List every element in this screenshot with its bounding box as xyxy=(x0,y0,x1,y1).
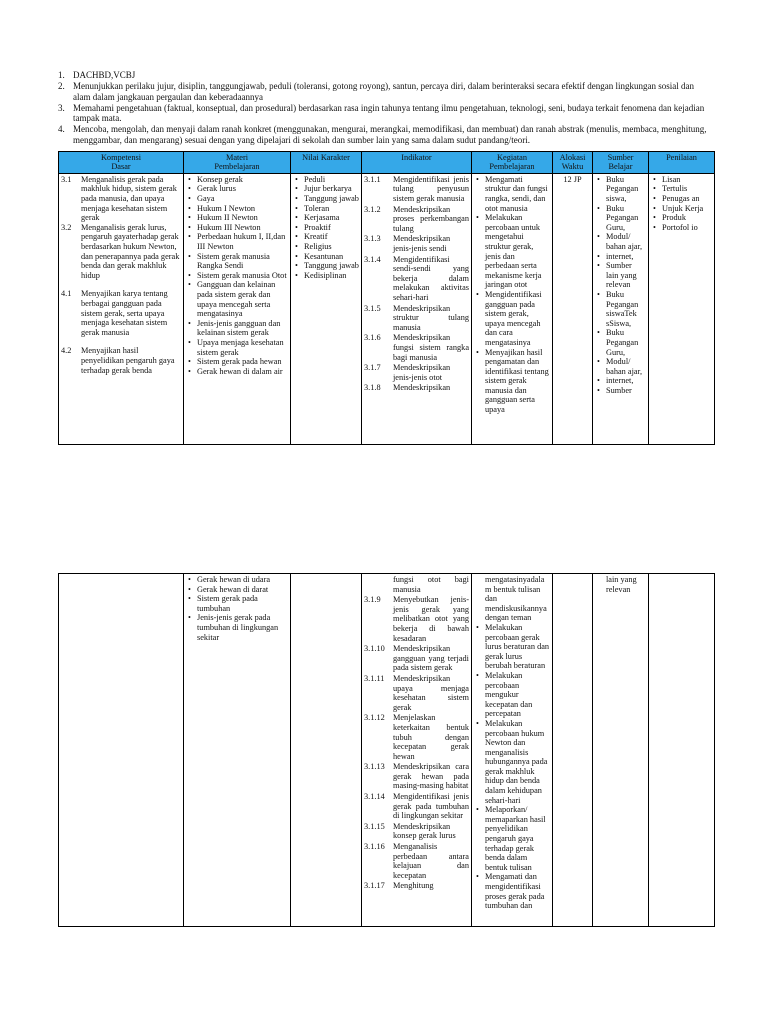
list-item: • Gangguan dan kelainan pada sistem gerak dan upaya mencegah serta mengatasinya xyxy=(197,280,288,318)
sumber-belajar-cell xyxy=(593,574,649,927)
header-alokasi-waktu: Alokasi Waktu xyxy=(553,152,593,174)
table-row xyxy=(59,173,715,444)
indikator-item: 3.1.9 Menyebutkan jenis-jenis gerak yang melibatkan otot yang bekerja di bawah kesadaran xyxy=(364,595,469,643)
syllabus-table-part-1 xyxy=(58,151,715,445)
list-item: • Melakukan percobaan mengukur kecepatan dan percepatan xyxy=(485,671,550,719)
indikator-item: 3.1.6 Mendeskripsikan fungsi sistem rangka bagi manusia xyxy=(364,333,469,362)
table-row xyxy=(59,574,715,927)
list-item: • Modul/ bahan ajar, xyxy=(606,357,646,376)
list-item: 3. Memahami pengetahuan (faktual, konseptual, dan prosedural) berdasarkan rasa ingin tahunya tentang ilmu pengetahuan, teknologi, seni, budaya terkait fenomena dan kejadian tampak mata. xyxy=(58,102,705,124)
header-materi: Materi Pembelajaran xyxy=(184,152,291,174)
indikator-item: 3.1.12 Menjelaskan keterkaitan bentuk tubuh dengan kecepatan gerak hewan xyxy=(364,713,469,761)
list-item: • Peduli xyxy=(304,175,359,185)
list-item: • Upaya menjaga kesehatan sistem gerak xyxy=(197,338,288,357)
list-item: • Hukum III Newton xyxy=(197,223,288,233)
alokasi-waktu-cell: 12 JP xyxy=(553,173,593,444)
indikator-item: 3.1.7 Mendeskripsikan jenis-jenis otot xyxy=(364,363,451,382)
list-item: • Sumber xyxy=(606,386,646,396)
kompetensi-dasar-cell xyxy=(59,173,184,444)
list-item: • Buku Pegangan Guru, xyxy=(606,328,646,357)
header-sumber-belajar: Sumber Belajar xyxy=(593,152,649,174)
indikator-item: 3.1.3 Mendeskripsikan jenis-jenis sendi xyxy=(364,234,451,253)
header-indikator: Indikator xyxy=(362,152,472,174)
list-item: • Menyajikan hasil pengamatan dan identifikasi tentang sistem gerak manusia dan gangguan serta upaya xyxy=(485,348,550,415)
list-item: • Gerak hewan di dalam air xyxy=(197,367,288,377)
list-item: • Melakukan percobaan untuk mengetahui struktur gerak, jenis dan perbedaan serta mekanisme kerja jaringan otot xyxy=(485,213,550,290)
kd-item: 4.2 Menyajikan hasil penyelidikan pengaruh gaya terhadap gerak benda xyxy=(61,346,175,375)
header-kegiatan: Kegiatan Pembelajaran xyxy=(472,152,553,174)
list-item: 2. Menunjukkan perilaku jujur, disiplin, tanggungjawab, peduli (toleransi, gotong royong), santun, percaya diri, dalam berinteraksi secara efektif dengan lingkungan sosial dan alam dalam jangkauan pergaulan dan keberadaannya xyxy=(58,81,694,102)
list-item: • Jenis-jenis gerak pada tumbuhan di lingkungan sekitar xyxy=(197,613,288,642)
list-item: • Kreatif xyxy=(304,232,359,242)
indikator-cell xyxy=(362,173,472,444)
indikator-item: 3.1.4 Mengidentifikasi sendi-sendi yang bekerja dalam melakukan aktivitas sehari-hari xyxy=(364,254,469,302)
list-item: • Sistem gerak manusia Rangka Sendi xyxy=(197,252,288,271)
indikator-item: 3.1.2 Mendeskripsikan proses perkembangan tulang xyxy=(364,204,469,233)
list-item: • Penugas an xyxy=(662,194,712,204)
list-item: • Melakukan percobaan hukum Newton dan menganalisis hubungannya pada gerak makhluk hidup dan benda dalam kehidupan sehari-hari xyxy=(485,719,550,805)
nilai-karakter-cell xyxy=(291,574,362,927)
indikator-item: 3.1.8 Mendeskripsikan xyxy=(364,383,451,393)
list-item: • Religius xyxy=(304,242,359,252)
list-item: • Jenis-jenis gangguan dan kelainan sistem gerak xyxy=(197,319,288,338)
indikator-item: 3.1.17 Menghitung xyxy=(364,881,434,891)
list-item: • Modul/ bahan ajar, xyxy=(606,232,646,251)
list-item: • Hukum I Newton xyxy=(197,204,288,214)
list-item: • Gaya xyxy=(197,194,288,204)
penilaian-cell xyxy=(649,173,715,444)
kd-item: 3.1 Menganalisis gerak pada makhluk hidup, sistem gerak pada manusia, dan upaya menjaga kesehatan sistem gerak xyxy=(61,174,177,223)
alokasi-waktu-cell xyxy=(553,574,593,927)
list-item: • Buku Pegangan siswaTek sSiswa, xyxy=(606,290,646,328)
list-item: • Gerak hewan di darat xyxy=(197,585,288,595)
header-kompetensi-dasar: Kompetensi Dasar xyxy=(59,152,184,174)
materi-cell xyxy=(184,574,291,927)
list-item: • Sistem gerak manusia Otot xyxy=(197,271,288,281)
list-item: • Tertulis xyxy=(662,184,712,194)
list-item: • Buku Pegangan siswa, xyxy=(606,175,646,204)
table-header-row xyxy=(59,152,715,174)
indikator-item: 3.1.1 Mengidentifikasi jenis tulang penyusun sistem gerak manusia xyxy=(364,174,469,203)
core-competency-list xyxy=(58,70,713,146)
list-item: • Melaporkan/ memaparkan hasil penyelidikan pengaruh gaya terhadap gerak benda dalam bentuk tulisan xyxy=(485,805,550,872)
indikator-item: 3.1.15 Mendeskripsikan konsep gerak lurus xyxy=(364,821,456,841)
list-item: • Gerak lurus xyxy=(197,184,288,194)
materi-cell xyxy=(184,173,291,444)
list-item: • Lisan xyxy=(662,175,712,185)
sumber-belajar-cell xyxy=(593,173,649,444)
indikator-continuation: fungsi otot bagi manusia xyxy=(393,575,469,594)
list-item: • Hukum II Newton xyxy=(197,213,288,223)
indikator-item: 3.1.14 Mengidentifikasi jenis gerak pada tumbuhan di lingkungan sekitar xyxy=(364,792,469,821)
list-item: • Kedisiplinan xyxy=(304,271,359,281)
indikator-item: 3.1.13 Mendeskripsikan cara gerak hewan pada masing-masing habitat xyxy=(364,762,469,791)
kompetensi-dasar-cell xyxy=(59,574,184,927)
list-item: • Konsep gerak xyxy=(197,175,288,185)
list-item: • Proaktif xyxy=(304,223,359,233)
list-item: • Gerak hewan di udara xyxy=(197,575,288,585)
list-item: 1. DACHBD,VCBJ xyxy=(58,70,136,80)
list-item: • Perbedaan hukum I, II,dan III Newton xyxy=(197,232,288,251)
kegiatan-cell xyxy=(472,173,553,444)
list-item: 4. Mencoba, mengolah, dan menyaji dalam ranah konkret (menggunakan, mengurai, merangkai, memodifikasi, dan membuat) dan ranah abstrak (menulis, membaca, menghitung, menggambar, dan mengarang) sesuai dengan yang dipelajari di sekolah dan sumber lain yang sama dalam sudut pandang/teori. xyxy=(58,124,707,146)
list-item: • Sistem gerak pada hewan xyxy=(197,357,288,367)
list-item: • Tanggung jawab xyxy=(304,194,359,204)
kegiatan-continuation: mengatasinyadala m bentuk tulisan dan mendiskusikannya dengan teman xyxy=(485,575,547,623)
indikator-item: 3.1.10 Mendeskripsikan gangguan yang terjadi pada sistem gerak xyxy=(364,644,469,673)
list-item: • Buku Pegangan Guru, xyxy=(606,204,646,233)
list-item: • Sistem gerak pada tumbuhan xyxy=(197,594,288,613)
list-item: • Unjuk Kerja xyxy=(662,204,712,214)
list-item: • internet, xyxy=(606,376,646,386)
indikator-item: 3.1.11 Mendeskripsikan upaya menjaga kesehatan sistem gerak xyxy=(364,673,469,712)
list-item: • Mengamati struktur dan fungsi rangka, sendi, dan otot manusia xyxy=(485,175,550,213)
list-item: • Jujur berkarya xyxy=(304,184,359,194)
indikator-item: 3.1.16 Menganalisis perbedaan antara kelajuan dan kecepatan xyxy=(364,842,469,880)
list-item: • Melakukan percobaan gerak lurus beraturan dan gerak lurus berubah beraturan xyxy=(485,623,550,671)
kd-item: 4.1 Menyajikan karya tentang berbagai gangguan pada sistem gerak, serta upaya menjaga kesehatan sistem gerak manusia xyxy=(61,289,168,337)
list-item: • Mengamati dan mengidentifikasi proses gerak pada tumbuhan dan xyxy=(485,872,550,910)
indikator-item: 3.1.5 Mendeskripsikan struktur tulang manusia xyxy=(364,303,469,332)
penilaian-cell xyxy=(649,574,715,927)
list-item: • Tanggung jawab xyxy=(304,261,359,271)
header-penilaian: Penilaian xyxy=(649,152,715,174)
indikator-cell xyxy=(362,574,472,927)
sumber-continuation: lain yang relevan xyxy=(606,575,637,594)
nilai-karakter-cell xyxy=(291,173,362,444)
list-item: • Toleran xyxy=(304,204,359,214)
list-item: • Portofol io xyxy=(662,223,712,233)
list-item: • internet, xyxy=(606,252,646,262)
header-nilai-karakter: Nilai Karakter xyxy=(291,152,362,174)
kd-item: 3.2 Menganalisis gerak lurus, pengaruh gayaterhadap gerak berdasarkan hukum Newton, dan penerapannya pada gerak benda dan gerak makhluk hidup xyxy=(61,222,180,280)
kegiatan-cell xyxy=(472,574,553,927)
list-item: • Kesantunan xyxy=(304,252,359,262)
list-item: • Mengidentifikasi gangguan pada sistem gerak, upaya mencegah dan cara mengatasinya xyxy=(485,290,550,348)
list-item: • Produk xyxy=(662,213,712,223)
syllabus-table-part-2 xyxy=(58,573,715,927)
list-item: • Kerjasama xyxy=(304,213,359,223)
list-item: • Sumber lain yang relevan xyxy=(606,261,646,290)
